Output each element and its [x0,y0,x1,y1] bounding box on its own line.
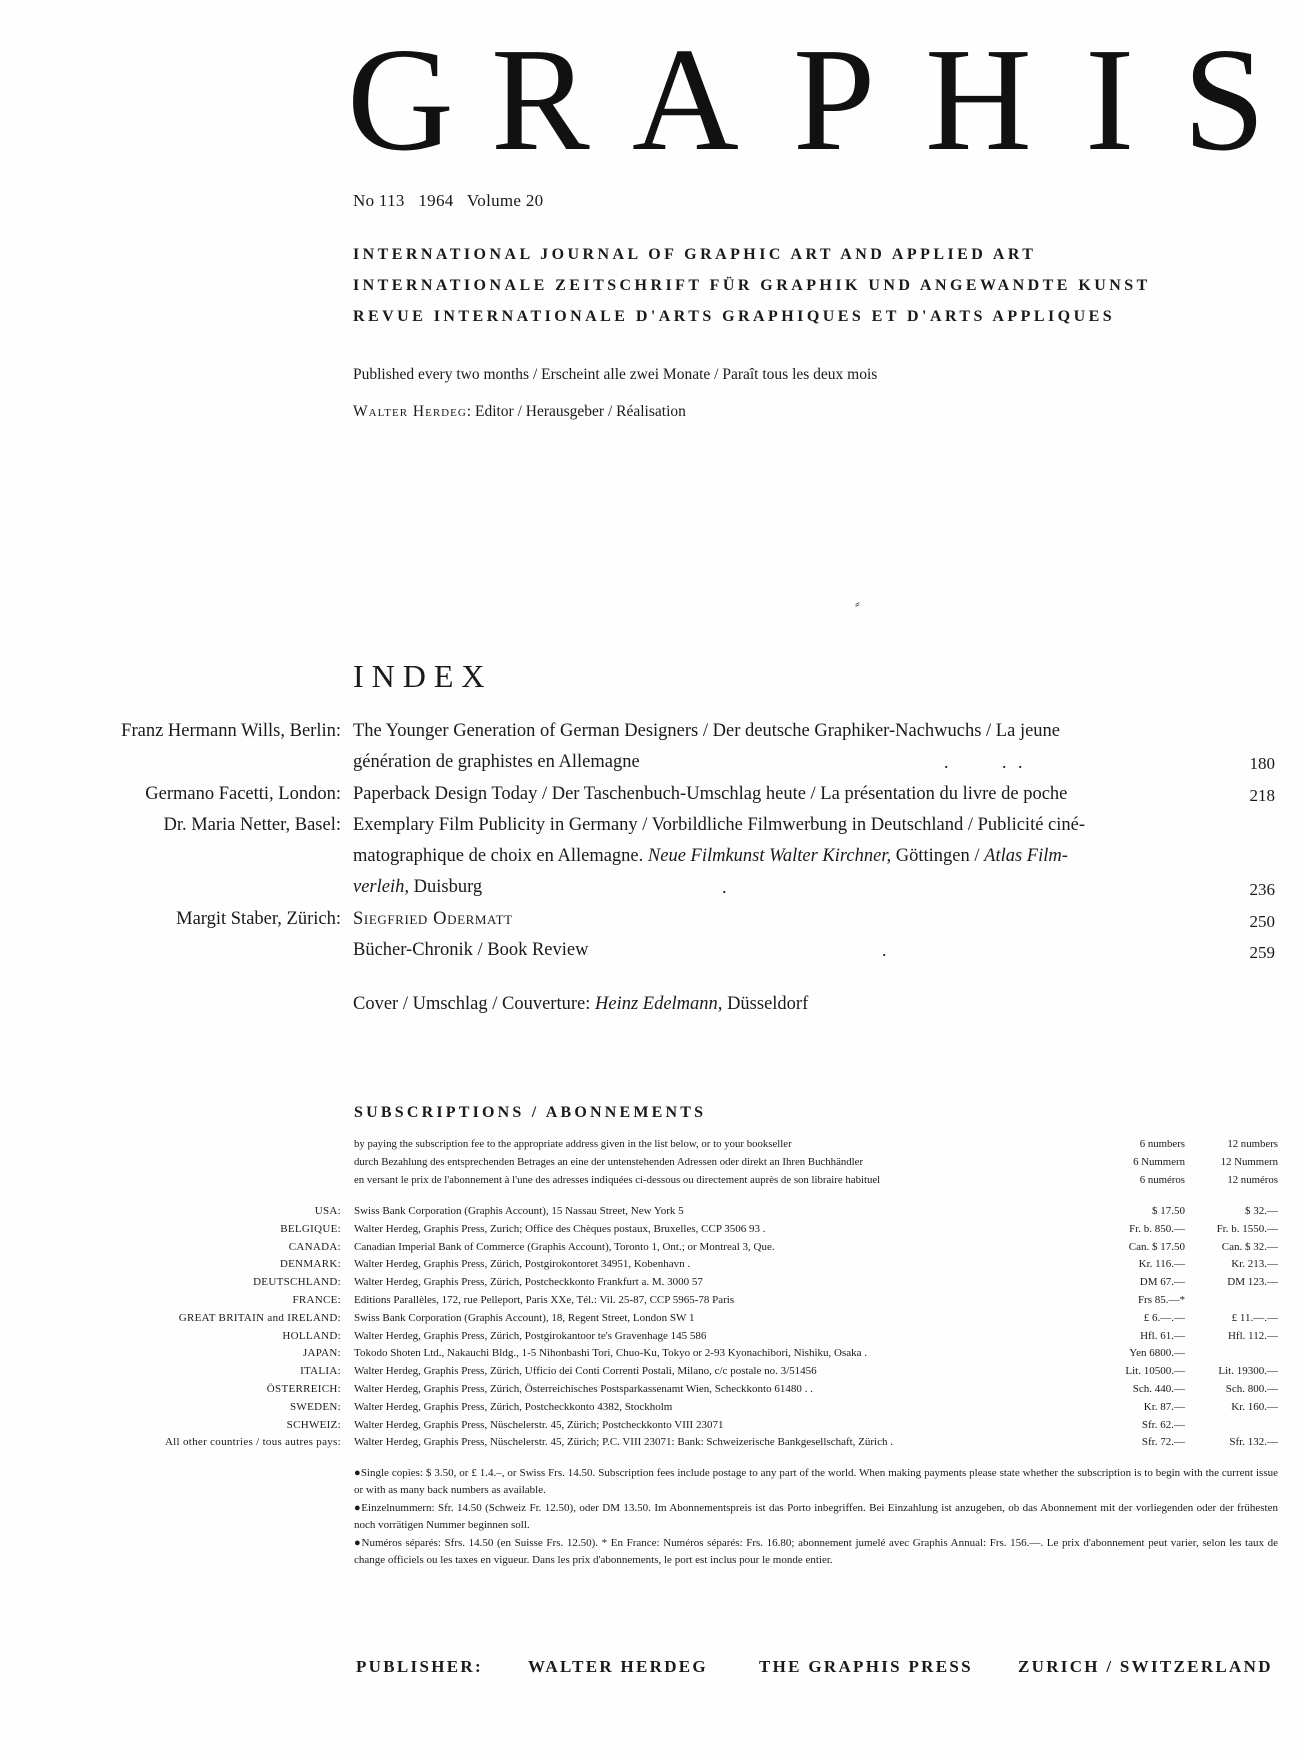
subscription-address: Walter Herdeg, Graphis Press, Nüschelerstr. 45, Zürich; P.C. VIII 23071: Bank: Schweizerische Bankgesellschaft, Zürich . [354,1436,893,1448]
index-italic-text: Neue Filmkunst Walter Kirchner, [647,846,892,866]
subscription-intro: by paying the subscription fee to the appropriate address given in the list below, or to your bookseller [354,1138,792,1150]
subscription-address: Walter Herdeg, Graphis Press, Zürich, Postcheckkonto 4382, Stockholm [354,1401,673,1413]
publisher-name: WALTER HERDEG [528,1657,708,1676]
index-author: Dr. Maria Netter, Basel: [163,815,341,835]
index-page-number: 236 [1249,880,1275,899]
subscription-address: Walter Herdeg, Graphis Press, Zürich, Postgirokontoret 34951, Kobenhavn . [354,1258,691,1270]
index-title-line: Exemplary Film Publicity in Germany / Vorbildliche Filmwerbung in Deutschland / Publicité ciné- [353,815,1086,835]
subscription-address: Walter Herdeg, Graphis Press, Zurich; Office des Chèques postaux, Bruxelles, CCP 3506 93 . [354,1223,766,1235]
masthead-letter: R [491,18,590,182]
subscription-price-6: Can. $ 17.50 [1128,1241,1185,1253]
subscription-country: DENMARK: [279,1258,341,1270]
index-text: Göttingen / [891,846,980,866]
index-title-line: The Younger Generation of German Designers / Der deutsche Graphiker-Nachwuchs / La jeune [353,721,1061,741]
subscription-price-6: £ 6.—.— [1143,1312,1185,1324]
subscription-country: All other countries / tous autres pays: [164,1436,341,1448]
subscription-address: Walter Herdeg, Graphis Press, Zürich, Postcheckkonto Frankfurt a. M. 3000 57 [354,1276,703,1288]
index-text: matographique de choix en Allemagne. [353,846,644,866]
subscription-intro: en versant le prix de l'abonnement à l'une des adresses indiquées ci-dessous ou directement auprès de son libraire habituel [354,1174,881,1186]
subscription-price-6: $ 17.50 [1152,1205,1185,1217]
publisher-location: ZURICH / SWITZERLAND [1018,1657,1273,1676]
subscription-price-12: £ 11.—.— [1231,1312,1278,1324]
subscription-country: USA: [314,1205,341,1217]
editor-line [353,403,686,421]
publication-frequency: Published every two months / Erscheint alle zwei Monate / Paraît tous les deux mois [353,366,878,383]
note-text: Einzelnummern: Sfr. 14.50 (Schweiz Fr. 12.50), oder DM 13.50. Im Abonnementspreis ist das Porto inbegriffen. Bei Einzahlung ist anzugeben, ob das Abonnement mit der vorliegenden oder der frühesten noch vorrätigen Nummer beginnen soll. [354,1502,1278,1531]
subscription-address: Canadian Imperial Bank of Commerce (Graphis Account), Toronto 1, Ont.; or Montreal 3, Que. [354,1241,775,1253]
subscription-price-12: Can. $ 32.— [1221,1241,1278,1253]
cover-label: Cover / Umschlag / Couverture: [353,994,591,1014]
leader-dot: . [1002,752,1007,772]
bullet-icon: ● [354,1467,361,1479]
subscription-price-6: Sch. 440.— [1132,1383,1185,1395]
subscription-price-12: Kr. 213.— [1231,1258,1278,1270]
editor-role: : Editor / Herausgeber / Réalisation [466,403,686,420]
index-page-number: 250 [1249,912,1275,931]
issue-line: No 113 1964 Volume 20 [353,191,544,210]
subscription-address: Walter Herdeg, Graphis Press, Zürich, Postgirokantoor te's Gravenhage 145 586 [354,1330,707,1342]
subscription-price-12: Sfr. 132.— [1229,1436,1278,1448]
masthead-letter: H [925,18,1032,182]
subscription-country: GREAT BRITAIN and IRELAND: [178,1312,341,1324]
subscription-price-6: Kr. 116.— [1138,1258,1185,1270]
subscription-price-6: Hfl. 61.— [1140,1330,1185,1342]
note-text: Single copies: $ 3.50, or £ 1.4.–, or Swiss Frs. 14.50. Subscription fees include postage to any part of the world. When making payments please state whether the subscription is to begin with the current issue or with as many back numbers as available. [354,1467,1278,1496]
subscription-country: ÖSTERREICH: [266,1383,341,1395]
index-title-line: Siegfried Odermatt [353,909,513,929]
index-italic-text: Atlas Film- [984,846,1068,866]
subscription-country: BELGIQUE: [280,1223,341,1235]
index-title-line: Bücher-Chronik / Book Review [353,940,589,960]
subscription-address: Walter Herdeg, Graphis Press, Zürich, Österreichisches Postsparkassenamt Wien, Scheckkonto 61480 . . [354,1383,813,1395]
note-french [354,1535,1278,1569]
subscription-country: ITALIA: [300,1365,341,1377]
note-german [354,1500,1278,1534]
subscription-address: Walter Herdeg, Graphis Press, Zürich, Ufficio dei Conti Correnti Postali, Milano, c/c postale no. 3/51456 [354,1365,817,1377]
subscription-price-12: $ 32.— [1245,1205,1278,1217]
subscription-country: HOLLAND: [282,1330,341,1342]
index-author: Margit Staber, Zürich: [176,909,341,929]
subscription-address: Swiss Bank Corporation (Graphis Account), 18, Regent Street, London SW 1 [354,1312,695,1324]
index-title: INDEX [353,658,493,694]
subscription-price-6: Kr. 87.— [1143,1401,1185,1413]
subscription-price-12: Kr. 160.— [1231,1401,1278,1413]
masthead-letter: P [793,18,876,182]
cover-city: Düsseldorf [722,994,809,1014]
index-page-number: 259 [1249,943,1275,962]
header-12-issues: 12 numbers [1227,1138,1278,1150]
index-page-number: 218 [1249,786,1275,805]
subscription-price-12: DM 123.— [1227,1276,1278,1288]
subscription-address: Editions Parallèles, 172, rue Pelleport, Paris XXe, Tél.: Vil. 25-87, CCP 5965-78 Paris [354,1294,735,1306]
index-title-line [353,877,482,898]
subscriptions-title: SUBSCRIPTIONS / ABONNEMENTS [354,1104,707,1121]
subtitle-en: INTERNATIONAL JOURNAL OF GRAPHIC ART AND APPLIED ART [353,246,1037,263]
subscription-price-12: Sch. 800.— [1225,1383,1278,1395]
subscription-price-6: DM 67.— [1139,1276,1185,1288]
subscription-address: Tokodo Shoten Ltd., Nakauchi Bldg., 1-5 Nihonbashi Tori, Chuo-Ku, Tokyo or 2-93 Kyonachibori, Nishiku, Osaka . [354,1347,868,1359]
header-12-issues: 12 numéros [1227,1174,1278,1186]
index-title-line [353,846,1068,867]
publisher-label: PUBLISHER: [356,1657,483,1676]
publisher-press: THE GRAPHIS PRESS [759,1657,973,1676]
note-text: Numéros séparés: Sfrs. 14.50 (en Suisse Frs. 12.50). * En France: Numéros séparés: Frs. 16.80; abonnement jumelé avec Graphis Annual: Frs. 156.—. Le prix d'abonnement peut varier, selon les taux de change officiels ou les taxes en vigueur. Dans les prix d'abonnements, le port est inclus pour le monde entier. [354,1537,1278,1566]
leader-dot: . [882,940,887,960]
print-speck: ⸗ [855,597,860,612]
subscription-address: Swiss Bank Corporation (Graphis Account), 15 Nassau Street, New York 5 [354,1205,684,1217]
subscription-country: FRANCE: [292,1294,341,1306]
header-12-issues: 12 Nummern [1220,1156,1278,1168]
cover-credit [353,994,808,1015]
header-6-issues: 6 Nummern [1133,1156,1185,1168]
index-text: Duisburg [409,877,483,897]
subtitle-fr: REVUE INTERNATIONALE D'ARTS GRAPHIQUES ET D'ARTS APPLIQUES [353,308,1116,325]
subscription-price-6: Frs 85.—* [1137,1294,1185,1306]
subscription-address: Walter Herdeg, Graphis Press, Nüschelerstr. 45, Zürich; Postcheckkonto VIII 23071 [354,1419,724,1431]
subscription-country: SWEDEN: [290,1401,341,1413]
subscription-country: CANADA: [288,1241,341,1253]
subscription-price-6: Sfr. 72.— [1141,1436,1185,1448]
leader-dot: . [1018,752,1023,772]
index-italic-text: verleih, [353,877,409,897]
subscription-country: DEUTSCHLAND: [253,1276,341,1288]
masthead-letter: I [1085,18,1135,182]
index-author: Germano Facetti, London: [145,784,341,804]
index-author: Franz Hermann Wills, Berlin: [121,721,341,741]
cover-artist: Heinz Edelmann, [595,994,723,1014]
subscription-price-12: Lit. 19300.— [1218,1365,1278,1377]
subscription-country: JAPAN: [302,1347,341,1359]
header-6-issues: 6 numéros [1139,1174,1185,1186]
subscription-price-6: Yen 6800.— [1129,1347,1185,1359]
subscription-intro: durch Bezahlung des entsprechenden Betrages an eine der untenstehenden Adressen oder direkt an Ihren Buchhändler [354,1156,864,1168]
masthead-letter: A [632,18,739,182]
subscription-price-12: Fr. b. 1550.— [1216,1223,1278,1235]
subscription-price-6: Lit. 10500.— [1125,1365,1185,1377]
leader-dot: . [944,752,949,772]
header-6-issues: 6 numbers [1139,1138,1185,1150]
editor-name: Walter Herdeg [353,403,467,420]
subtitle-de: INTERNATIONALE ZEITSCHRIFT FÜR GRAPHIK UND ANGEWANDTE KUNST [353,277,1151,294]
masthead-graphis [347,18,1303,182]
subscription-price-6: Sfr. 62.— [1141,1419,1185,1431]
leader-dot: . [722,877,727,897]
index-title-line: Paperback Design Today / Der Taschenbuch-Umschlag heute / La présentation du livre de poche [353,784,1068,804]
subscription-price-6: Fr. b. 850.— [1129,1223,1185,1235]
masthead-letter: S [1183,18,1266,182]
index-page-number: 180 [1249,754,1275,773]
bullet-icon: ● [354,1537,362,1549]
note-english [354,1465,1278,1499]
subscription-country: SCHWEIZ: [286,1419,341,1431]
subscription-price-12: Hfl. 112.— [1227,1330,1278,1342]
bullet-icon: ● [354,1502,362,1514]
masthead-letter: G [347,18,454,182]
index-title-line: génération de graphistes en Allemagne [353,752,640,772]
